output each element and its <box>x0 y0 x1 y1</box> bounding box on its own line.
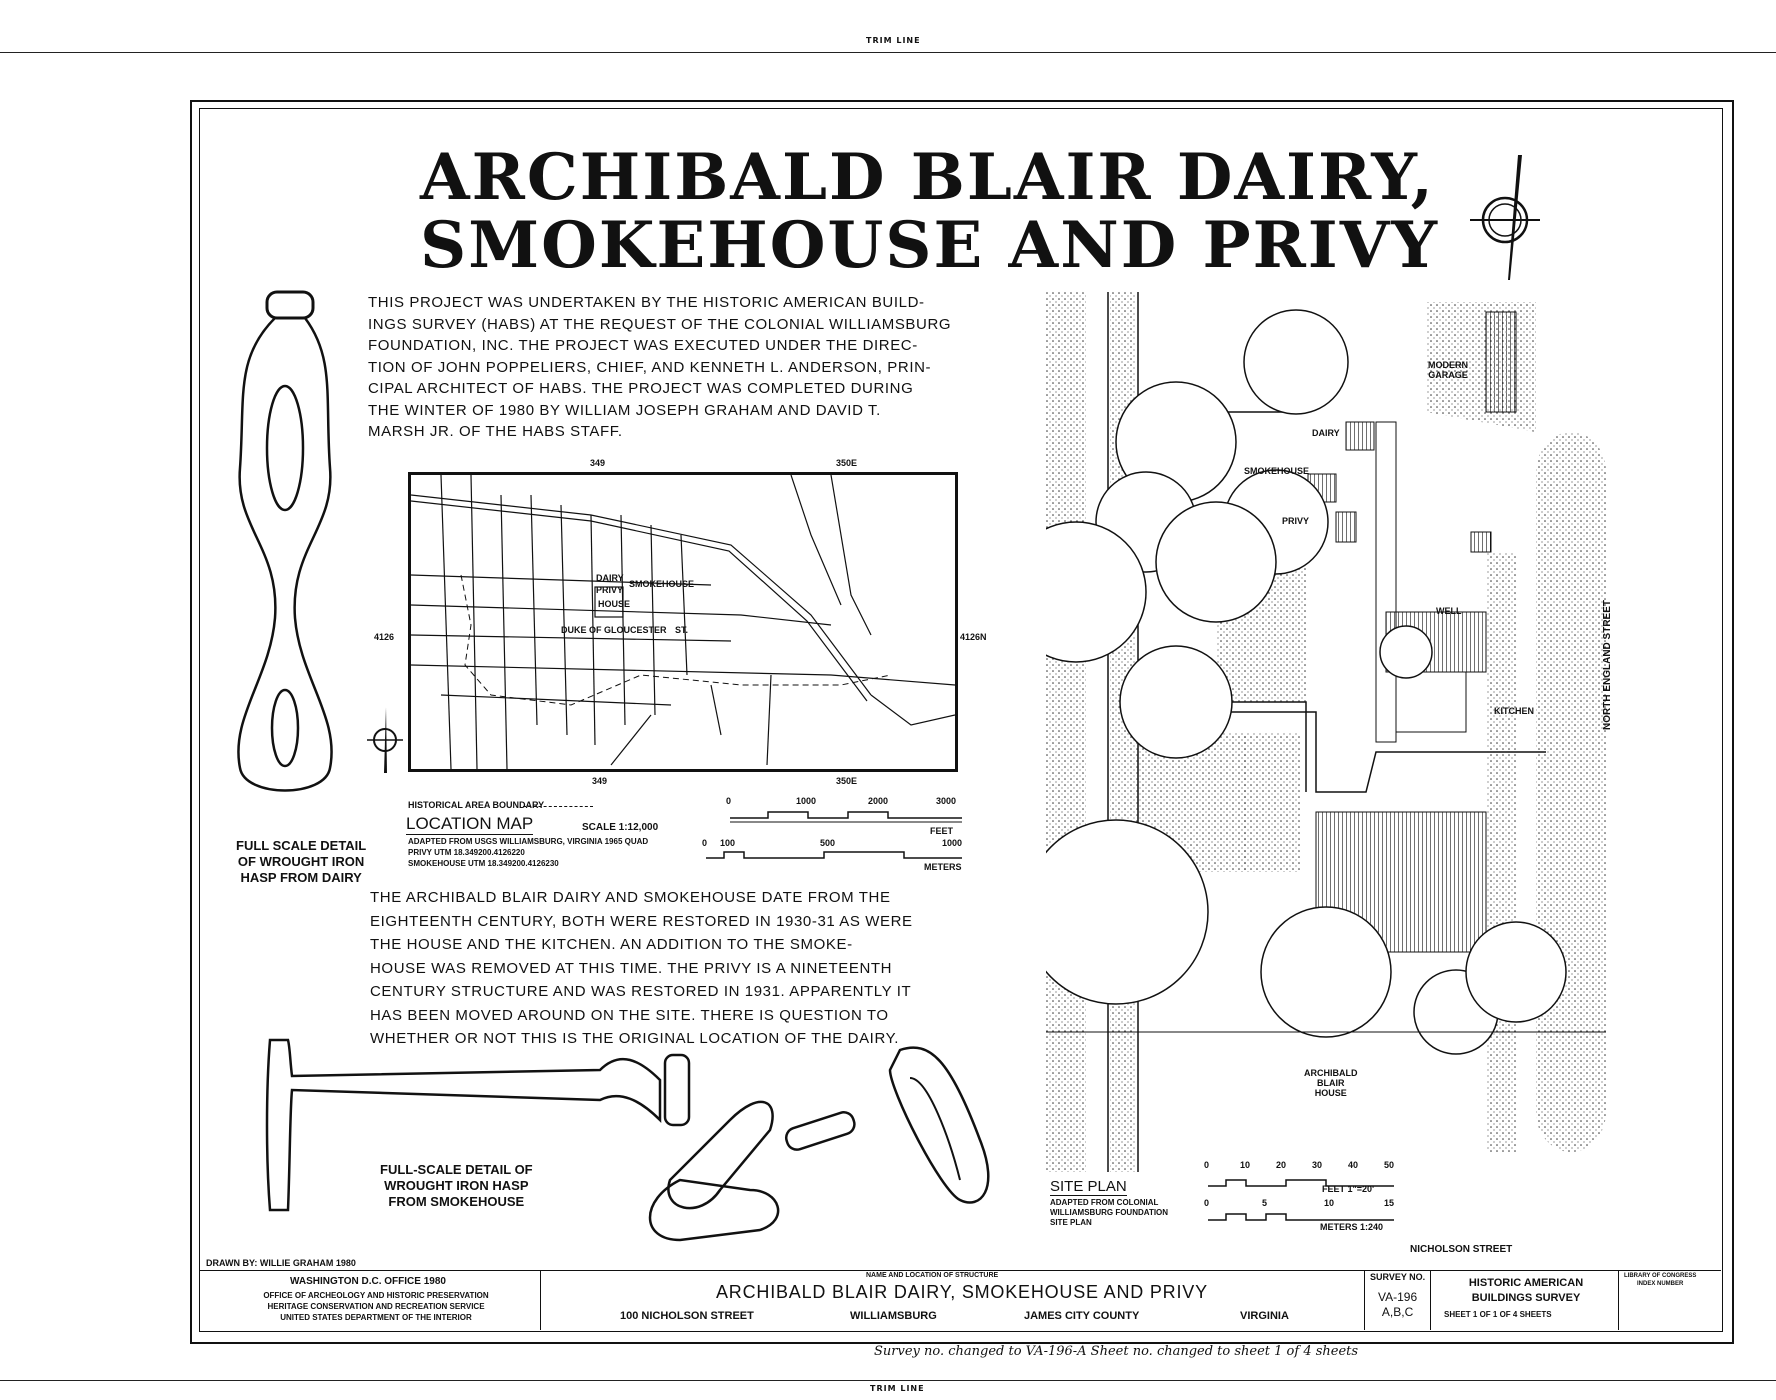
agency-name: HISTORIC AMERICAN BUILDINGS SURVEY <box>1468 1277 1584 1304</box>
map-grid-bottom-right: 350E <box>836 776 858 786</box>
map-grid-bottom-left: 349 <box>592 776 608 786</box>
site-label-house: ARCHIBALD BLAIR HOUSE <box>1304 1068 1358 1098</box>
site-feet-tick-3: 30 <box>1312 1160 1323 1170</box>
map-north-arrow-icon <box>365 705 405 775</box>
site-plan-title: SITE PLAN <box>1050 1178 1127 1195</box>
site-label-kitchen: KITCHEN <box>1494 706 1534 716</box>
site-label-garage: MODERN GARAGE <box>1428 360 1468 380</box>
map-label-street-suffix: ST. <box>675 625 689 635</box>
map-meter-tick-2: 500 <box>820 838 836 848</box>
handwritten-note: Survey no. changed to VA-196-A Sheet no. changed to sheet 1 of 4 sheets <box>874 1344 1359 1359</box>
site-label-north-england-street: NORTH ENGLAND STREET <box>1602 600 1613 730</box>
site-feet-unit: FEET 1"=20' <box>1322 1184 1375 1194</box>
map-label-house: HOUSE <box>598 599 631 609</box>
title-block-divider-3 <box>1430 1270 1431 1330</box>
map-grid-left: 4126 <box>374 632 395 642</box>
location-map-notes: ADAPTED FROM USGS WILLIAMSBURG, VIRGINIA 1965 QUAD PRIVY UTM 18.349200.4126220 SMOKEHOUSE UTM 18.349200.4126230 <box>408 837 649 868</box>
map-meter-tick-0: 0 <box>702 838 708 848</box>
office-lines: OFFICE OF ARCHEOLOGY AND HISTORIC PRESERVATION HERITAGE CONSERVATION AND RECREATION SERVICE UNITED STATES DEPARTMENT OF THE INTERIOR <box>263 1291 489 1322</box>
smokehouse-hasp-drawing <box>260 1030 1020 1260</box>
top-trim-line <box>0 52 1776 53</box>
map-boundary-legend-line <box>523 806 593 807</box>
loc-index-header: LIBRARY OF CONGRESS INDEX NUMBER <box>1624 1273 1697 1287</box>
title-block-divider-1 <box>540 1270 541 1330</box>
project-intro-text: THIS PROJECT WAS UNDERTAKEN BY THE HISTORIC AMERICAN BUILD- INGS SURVEY (HABS) AT THE REQUEST OF THE COLONIAL WILLIAMSBURG FOUNDATION, INC. THE PROJECT WAS EXECUTED UNDER THE DIREC- TION OF JOHN POPPELIERS, CHIEF, AND KENNETH L. ANDERSON, PRIN- CIPAL ARCHITECT OF HABS. THE PROJECT WAS COMPLETED DURING THE WINTER OF 1980 BY WILLIAM JOSEPH GRAHAM AND DAVID T. MARSH JR. OF THE HABS STAFF. <box>368 294 952 440</box>
sheet-number: SHEET 1 OF 1 OF 4 SHEETS <box>1444 1310 1552 1319</box>
bottom-trim-label: TRIM LINE <box>870 1384 925 1393</box>
map-grid-right: 4126N <box>960 632 987 642</box>
site-meter-tick-2: 10 <box>1324 1198 1335 1208</box>
structure-city: WILLIAMSBURG <box>850 1310 937 1322</box>
map-meter-unit: METERS <box>924 862 962 872</box>
site-plan-drawing <box>1046 292 1606 1172</box>
site-meter-tick-0: 0 <box>1204 1198 1210 1208</box>
structure-name: ARCHIBALD BLAIR DAIRY, SMOKEHOUSE AND PRIVY <box>716 1282 1208 1302</box>
site-label-privy: PRIVY <box>1282 516 1310 526</box>
map-label-smokehouse: SMOKEHOUSE <box>629 579 695 589</box>
map-label-street: DUKE OF GLOUCESTER <box>561 625 667 635</box>
map-feet-scale-bar <box>728 804 964 828</box>
map-feet-tick-0: 0 <box>726 796 732 806</box>
smokehouse-hasp-caption: FULL-SCALE DETAIL OF WROUGHT IRON HASP FROM SMOKEHOUSE <box>380 1162 533 1209</box>
map-feet-tick-1: 1000 <box>796 796 817 806</box>
site-meter-tick-3: 15 <box>1384 1198 1395 1208</box>
structure-header: NAME AND LOCATION OF STRUCTURE <box>866 1272 999 1279</box>
office-line: WASHINGTON D.C. OFFICE 1980 <box>290 1276 446 1287</box>
north-arrow-icon <box>1460 150 1550 290</box>
drawing-title-line-2: SMOKEHOUSE AND PRIVY <box>420 208 1440 283</box>
site-label-dairy: DAIRY <box>1312 428 1340 438</box>
title-block-divider-2 <box>1364 1270 1365 1330</box>
location-map-title: LOCATION MAP <box>406 814 534 833</box>
structure-state: VIRGINIA <box>1240 1310 1289 1322</box>
structure-address: 100 NICHOLSON STREET <box>620 1310 754 1322</box>
drawing-title-line-1: ARCHIBALD BLAIR DAIRY, <box>420 140 1435 215</box>
survey-header: SURVEY NO. <box>1370 1272 1426 1282</box>
location-map-scale: SCALE 1:12,000 <box>582 822 659 833</box>
location-map-streets <box>411 475 955 769</box>
site-plan-frame <box>1046 292 1606 1172</box>
site-feet-tick-1: 10 <box>1240 1160 1251 1170</box>
history-text: THE ARCHIBALD BLAIR DAIRY AND SMOKEHOUSE DATE FROM THE EIGHTEENTH CENTURY, BOTH WERE RESTORED IN 1930-31 AS WERE THE HOUSE AND THE KITCHEN. AN ADDITION TO THE SMOKE- HOUSE WAS REMOVED AT THIS TIME. THE PRIVY IS A NINETEENTH CENTURY STRUCTURE AND WAS RESTORED IN 1931. APPARENTLY IT HAS BEEN MOVED AROUND ON THE SITE. THERE IS QUESTION TO WHETHER OR NOT THIS IS THE ORIGINAL LOCATION OF THE DAIRY. <box>370 889 913 1047</box>
site-feet-tick-4: 40 <box>1348 1160 1359 1170</box>
title-block-divider-4 <box>1618 1270 1619 1330</box>
survey-number: VA-196 A,B,C <box>1378 1290 1418 1319</box>
site-meter-unit: METERS 1:240 <box>1320 1222 1384 1232</box>
dairy-hasp-drawing <box>225 288 345 808</box>
location-map-frame <box>408 472 958 772</box>
site-feet-tick-0: 0 <box>1204 1160 1210 1170</box>
site-plan-notes: ADAPTED FROM COLONIAL WILLIAMSBURG FOUNDATION SITE PLAN <box>1050 1198 1169 1227</box>
map-label-dairy: DAIRY <box>596 573 624 583</box>
site-label-smokehouse: SMOKEHOUSE <box>1244 466 1310 476</box>
map-feet-tick-2: 2000 <box>868 796 889 806</box>
map-boundary-legend: HISTORICAL AREA BOUNDARY <box>408 800 545 810</box>
structure-county: JAMES CITY COUNTY <box>1024 1310 1140 1322</box>
site-feet-tick-2: 20 <box>1276 1160 1287 1170</box>
site-label-well: WELL <box>1436 606 1462 616</box>
drawn-by: DRAWN BY: WILLIE GRAHAM 1980 <box>206 1258 356 1268</box>
site-label-nicholson-street: NICHOLSON STREET <box>1410 1244 1513 1255</box>
bottom-trim-line <box>0 1380 1776 1381</box>
map-meter-tick-1: 100 <box>720 838 736 848</box>
map-grid-top-left: 349 <box>590 458 606 468</box>
map-label-privy: PRIVY <box>596 585 624 595</box>
site-feet-tick-5: 50 <box>1384 1160 1395 1170</box>
dairy-hasp-caption: FULL SCALE DETAIL OF WROUGHT IRON HASP FROM DAIRY <box>236 838 367 885</box>
map-feet-tick-3: 3000 <box>936 796 957 806</box>
site-meter-tick-1: 5 <box>1262 1198 1268 1208</box>
map-feet-unit: FEET <box>930 826 954 836</box>
map-meter-tick-3: 1000 <box>942 838 963 848</box>
map-grid-top-right: 350E <box>836 458 858 468</box>
top-trim-label: TRIM LINE <box>866 36 921 45</box>
